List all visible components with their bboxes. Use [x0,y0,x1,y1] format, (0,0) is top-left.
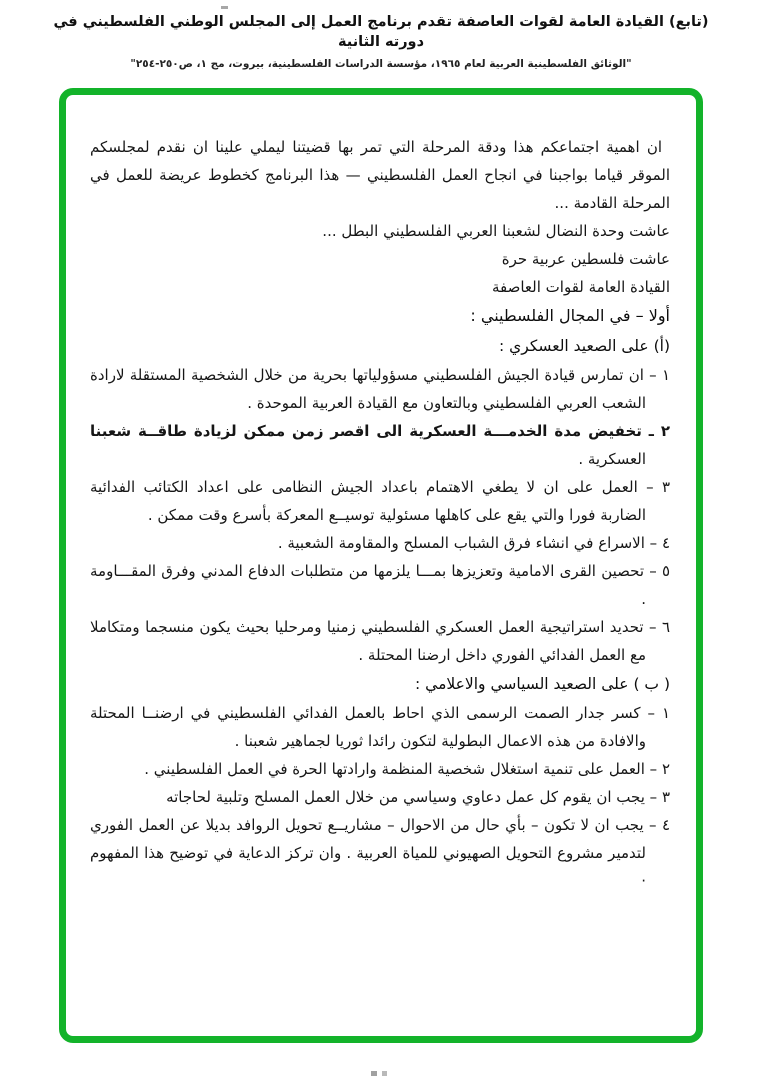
scan-artifact [221,6,228,9]
scan-artifact [371,1071,377,1076]
list-item-b1 [90,699,670,755]
item-text: ٥ – تحصين القرى الامامية وتعزيزها بمـــا يلزمها من متطلبات الدفاع المدني وفرق المقـــاومة . [90,562,670,608]
list-item-b3 [90,783,670,811]
item-text: ٣ – يجب ان يقوم كل عمل دعاوي وسياسي من خلال العمل المسلح وتلبية لحاجاته [166,788,670,806]
green-border-frame [59,88,703,1043]
subsection-heading-military: (أ) على الصعيد العسكري : [499,337,670,355]
item-text: ٤ – الاسراع في انشاء فرق الشباب المسلح والمقاومة الشعبية . [277,534,670,552]
list-item-a4 [90,529,670,557]
item-bold-lead: ٢ ـ تخفيض مدة الخدمـــة العسكرية الى اقصر زمن ممكن لزيادة طاقــة شعبنا [90,422,670,440]
list-item-b4 [90,811,670,895]
section-heading-first: أولا – في المجال الفلسطيني : [470,306,670,325]
list-item-a2 [90,417,670,473]
item-text: العسكرية . [578,450,646,468]
slogan-line-1: عاشت وحدة النضال لشعبنا العربي الفلسطيني البطل ... [322,222,670,240]
source-citation: "الوثائق الفلسطينية العربية لعام ١٩٦٥، مؤسسة الدراسات الفلسطينية، بيروت، مج ١، ص٢٥٠-٢٥٤" [130,58,632,70]
list-item-a6 [90,613,670,669]
item-text: ٤ – يجب ان لا تكون – بأي حال من الاحوال – مشاريــع تحويل الروافد بديلا عن العمل الفوري لتدمير مشروع التحويل الصهيوني للمياة العربية . وان تركز الدعاية في توضيح هذا المفهوم · [90,816,670,890]
document-title: (تابع) القيادة العامة لقوات العاصفة تقدم برنامج العمل إلى المجلس الوطني الفلسطيني في دورته الثانية [53,14,709,50]
item-text: ٦ – تحديد استراتيجية العمل العسكري الفلسطيني زمنيا ومرحليا بحيث يكون منسجما ومتكاملا مع العمل الفدائي الفوري داخل ارضنا المحتلة . [90,618,670,664]
document-body [66,95,696,895]
item-text: ١ – ان تمارس قيادة الجيش الفلسطيني مسؤولياتها بحرية من خلال الشخصية المستقلة لارادة الشعب العربي الفلسطيني وبالتعاون مع القيادة العربية الموحدة . [90,366,670,412]
item-text: ٢ – العمل على تنمية استغلال شخصية المنظمة وارادتها الحرة في العمل الفلسطيني . [144,760,670,778]
scan-artifact [382,1071,387,1076]
item-text: ١ – كسر جدار الصمت الرسمى الذي احاط بالعمل الفدائي الفلسطيني في ارضنــا المحتلة والافادة من هذه الاعمال البطولية لتكون رائدا ثوريا لجماهير شعبنا . [90,704,670,750]
subsection-heading-political: ( ب ) على الصعيد السياسي والاعلامي : [415,675,670,693]
slogan-line-2: عاشت فلسطين عربية حرة [501,250,670,268]
list-item-a5 [90,557,670,613]
list-item-b2 [90,755,670,783]
document-header [0,12,762,70]
list-item-a1 [90,361,670,417]
list-item-a3 [90,473,670,529]
intro-paragraph: ان اهمية اجتماعكم هذا ودقة المرحلة التي تمر بها قضيتنا ليملي علينا ان نقدم لمجلسكم الموقر قياما بواجبنا في انجاح العمل الفلسطيني — هذا البرنامج كخطوط عريضة للعمل في المرحلة القادمة ... [90,138,670,212]
item-text: ٣ – العمل على ان لا يطغي الاهتمام باعداد الجيش النظامى على اعداد الكتائب الفدائية الضاربة فورا والتي يقع على كاهلها مسئولية توسيــع المعركة بأسرع وقت ممكن . [90,478,670,524]
signature-line: القيادة العامة لقوات العاصفة [492,278,670,296]
